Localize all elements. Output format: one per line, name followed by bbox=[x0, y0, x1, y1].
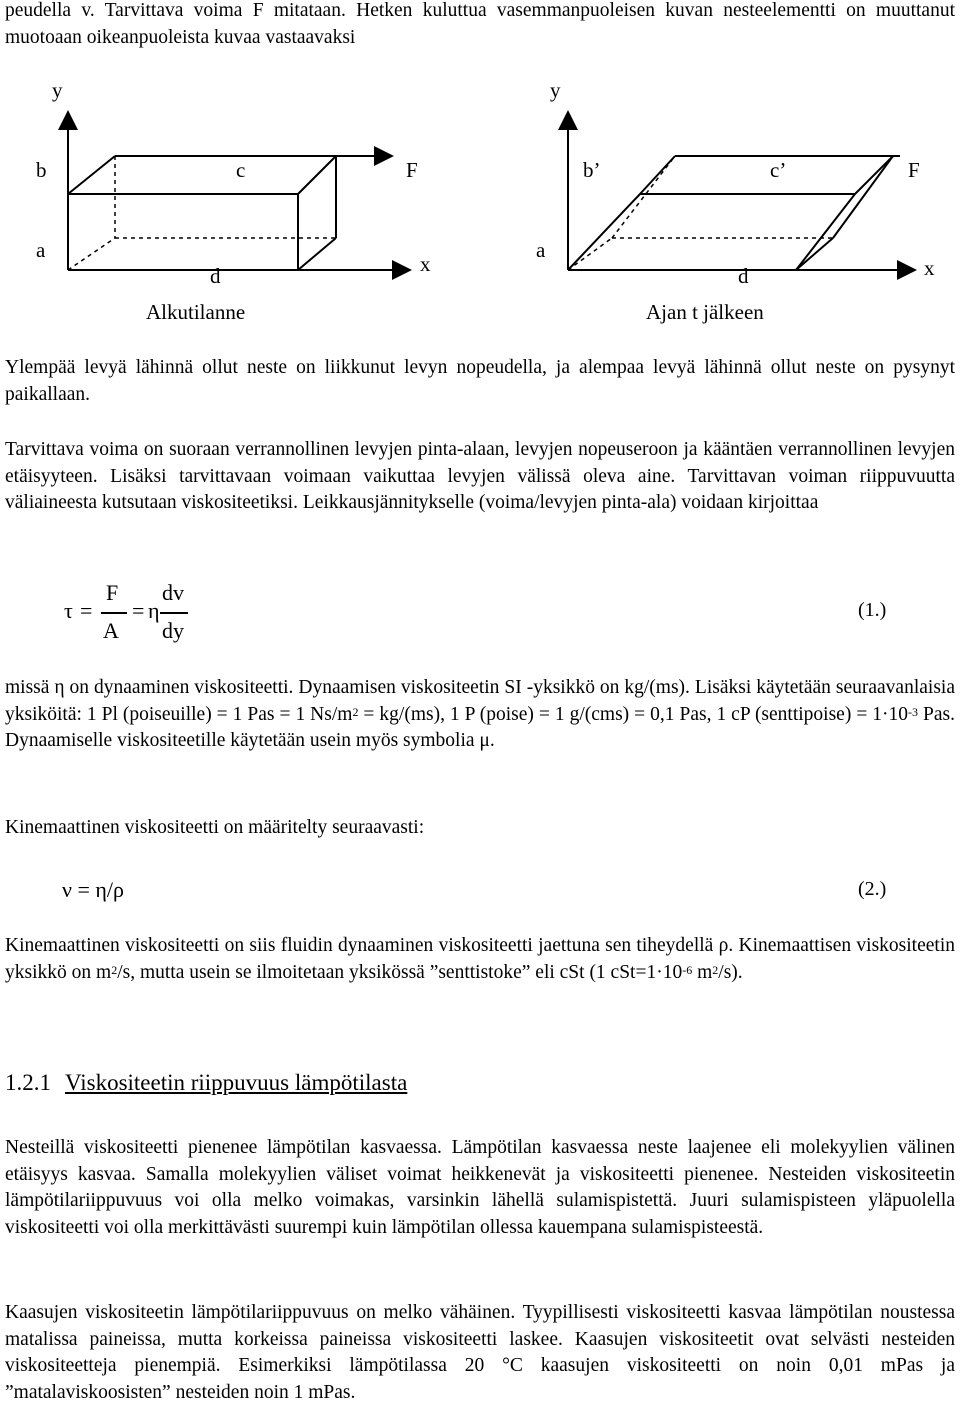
p5-sup-3: 2 bbox=[712, 962, 719, 977]
left-label-y: y bbox=[52, 78, 63, 102]
right-label-x: x bbox=[924, 256, 935, 280]
p3-sup-2: -3 bbox=[908, 704, 919, 719]
paragraph-5 bbox=[5, 933, 955, 986]
left-caption: Alkutilanne bbox=[146, 300, 246, 324]
p5-sup-1: 2 bbox=[111, 962, 118, 977]
p5-text-a: Kinemaattinen viskositeetti on siis fluidin dynaaminen viskositeetti jaettuna sen tiheydellä ρ. Kinemaattisen viskositeetin yksikkö on m bbox=[5, 935, 955, 983]
eq1-F: F bbox=[106, 580, 119, 605]
right-label-b: b’ bbox=[583, 158, 601, 182]
eq1-number: (1.) bbox=[858, 599, 887, 621]
left-label-c: c bbox=[236, 158, 246, 182]
right-label-y: y bbox=[550, 78, 561, 102]
p5-text-c: m bbox=[692, 961, 713, 983]
left-label-a: a bbox=[36, 238, 46, 262]
left-diagram bbox=[68, 112, 410, 270]
right-label-d: d bbox=[738, 264, 749, 288]
right-label-c: c’ bbox=[770, 158, 787, 182]
equation-2: ν = η/ρ bbox=[62, 877, 124, 902]
p5-sup-2: -6 bbox=[682, 962, 693, 977]
shear-figure bbox=[0, 70, 960, 400]
p3-text-c: Pas. Dynaamiselle viskositeetille käytetään usein myös symbolia μ. bbox=[5, 703, 955, 751]
paragraph-7: Kaasujen viskositeetin lämpötilariippuvuus on melko vähäinen. Tyypillisesti viskositeetti kasvaa lämpötilan noustessa matalissa paineissa, mutta korkeissa paineissa viskositeetti laskee. Kaasujen viskositeetit ovat selvästi nesteiden viskositeetteja pienempiä. Esimerkiksi lämpötilassa 20 °C kaasujen viskositeetti on noin 0,01 mPas ja ”matalaviskoosisten” nesteiden noin 1 mPas. bbox=[5, 1302, 955, 1403]
section-heading bbox=[5, 1070, 407, 1096]
eq1-dy: dy bbox=[162, 618, 184, 643]
left-label-b: b bbox=[36, 158, 47, 182]
paragraph-4: Kinemaattinen viskositeetti on määritelty seuraavasti: bbox=[5, 817, 425, 838]
right-label-a: a bbox=[536, 238, 546, 262]
eq1-A: A bbox=[103, 618, 119, 643]
equation-1 bbox=[0, 578, 960, 648]
section-title: Viskositeetin riippuvuus lämpötilasta bbox=[65, 1070, 408, 1095]
eq1-eta: η bbox=[148, 598, 160, 623]
p3-sup-1: 2 bbox=[352, 704, 359, 719]
section-number: 1.2.1 bbox=[5, 1070, 51, 1095]
eq2-number: (2.) bbox=[858, 878, 887, 900]
paragraph-6: Nesteillä viskositeetti pienenee lämpötilan kasvaessa. Lämpötilan kasvaessa neste laajenee eli molekyylien välinen etäisyys kasvaa. Samalla molekyylien väliset voimat heikkenevät ja viskositeetti pienenee. Nesteiden viskositeetin lämpötilariippuvuus voi olla melko voimakas, varsinkin lähellä sulamispistettä. Juuri sulamispisteen yläpuolella viskositeetti voi olla merkittävästi suurempi kuin lämpötilan ollessa kauempana sulamispisteestä. bbox=[5, 1137, 955, 1238]
p3-text-a: missä η on dynaaminen viskositeetti. Dynaamisen viskositeetin SI -yksikkö on kg/(ms). Lisäksi käytetään seuraavanlaisia yksiköitä: 1 Pl (poiseuille) = 1 Pas = 1 Ns/m bbox=[5, 677, 955, 725]
eq1-equals-2: = bbox=[132, 598, 145, 623]
intro-paragraph: peudella v. Tarvittava voima F mitataan. Hetken kuluttua vasemmanpuoleisen kuvan nesteelementti on muuttanut muotoaan oikeanpuoleista kuvaa vastaavaksi bbox=[5, 0, 955, 48]
p5-text-d: /s). bbox=[718, 961, 743, 983]
paragraph-3 bbox=[5, 675, 955, 755]
left-label-F: F bbox=[406, 158, 418, 182]
eq1-tau: τ bbox=[64, 598, 73, 623]
right-caption: Ajan t jälkeen bbox=[646, 300, 764, 324]
eq1-equals-1: = bbox=[80, 598, 93, 623]
paragraph-1: Ylempää levyä lähinnä ollut neste on liikkunut levyn nopeudella, ja alempaa levyä lähinnä ollut neste on pysynyt paikallaan. bbox=[5, 357, 955, 405]
eq1-fraction-bar-2 bbox=[160, 612, 188, 614]
right-label-F: F bbox=[908, 158, 920, 182]
right-diagram bbox=[568, 112, 915, 270]
eq1-fraction-bar-1 bbox=[101, 612, 127, 614]
left-label-d: d bbox=[210, 264, 221, 288]
p3-text-b: = kg/(ms), 1 P (poise) = 1 g/(cms) = 0,1 Pas, 1 cP (senttipoise) = 1·10 bbox=[358, 703, 909, 725]
p5-text-b: /s, mutta usein se ilmoitetaan yksikössä ”senttistoke” eli cSt (1 cSt=1·10 bbox=[117, 961, 683, 983]
left-label-x: x bbox=[420, 252, 431, 276]
paragraph-2: Tarvittava voima on suoraan verrannollinen levyjen pinta-alaan, levyjen nopeuseroon ja kääntäen verrannollinen levyjen etäisyyteen. Lisäksi tarvittavaan voimaan vaikuttaa levyjen välissä oleva aine. Tarvittavan voiman riippuvuutta väliaineesta kutsutaan viskositeetiksi. Leikkausjännitykselle (voima/levyjen pinta-ala) voidaan kirjoittaa bbox=[5, 439, 955, 513]
eq1-dv: dv bbox=[162, 580, 184, 605]
